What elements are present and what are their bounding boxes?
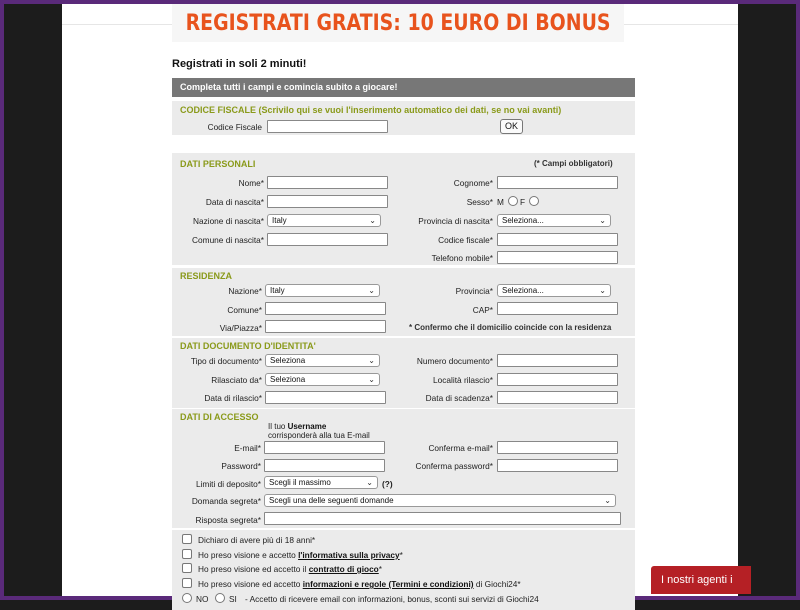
privacy-checkbox[interactable]	[182, 549, 192, 559]
termini-checkbox[interactable]	[182, 578, 192, 588]
nome-label: Nome*	[238, 178, 264, 188]
data-nascita-label: Data di nascita*	[205, 197, 264, 207]
contratto-text	[198, 564, 382, 574]
nazione-nascita-select[interactable]	[267, 214, 381, 227]
comune-nascita-label: Comune di nascita*	[192, 235, 264, 245]
newsletter-no-radio[interactable]	[182, 593, 192, 603]
provincia-nascita-value: Seleziona...	[502, 216, 544, 225]
limiti-deposito-label: Limiti di deposito*	[195, 479, 261, 489]
chevron-down-icon: ⌄	[368, 356, 375, 365]
via-label: Via/Piazza*	[219, 323, 262, 333]
rilasciato-select[interactable]	[265, 373, 380, 386]
cap-label: CAP*	[472, 305, 493, 315]
nome-input[interactable]	[267, 176, 388, 189]
rilasciato-label: Rilasciato da*	[211, 375, 262, 385]
password-label: Password*	[221, 461, 261, 471]
termini-text	[198, 579, 521, 589]
nazione-select[interactable]	[265, 284, 380, 297]
accesso-title: DATI DI ACCESSO	[180, 412, 259, 422]
termini-text-suffix: di Giochi24*	[473, 579, 521, 589]
privacy-text	[198, 550, 403, 560]
limiti-help-link[interactable]: (?)	[382, 479, 393, 489]
newsletter-si-radio[interactable]	[215, 593, 225, 603]
codice-fiscale-label: Codice Fiscale	[207, 122, 262, 132]
newsletter-text: - Accetto di ricevere email con informazioni, bonus, sconti sui servizi di Giochi24	[245, 594, 539, 604]
cognome-label: Cognome*	[453, 178, 493, 188]
conferma-email-label: Conferma e-mail*	[428, 443, 493, 453]
codice-fiscale-personale-label: Codice fiscale*	[438, 235, 493, 245]
comune-label: Comune*	[227, 305, 262, 315]
codice-fiscale-personale-input[interactable]	[497, 233, 618, 246]
codice-fiscale-section-title: CODICE FISCALE (Scrivilo qui se vuoi l'inserimento automatico dei dati, se no vai avanti)	[180, 105, 562, 115]
consensi-section	[172, 530, 635, 610]
termini-link[interactable]: informazioni e regole (Termini e condizioni)	[302, 579, 474, 589]
conferma-password-input[interactable]	[497, 459, 618, 472]
comune-nascita-input[interactable]	[267, 233, 388, 246]
provincia-value: Seleziona...	[502, 286, 544, 295]
documento-title: DATI DOCUMENTO D'IDENTITA'	[180, 341, 316, 351]
conferma-email-input[interactable]	[497, 441, 618, 454]
nazione-label: Nazione*	[228, 286, 262, 296]
password-input[interactable]	[264, 459, 385, 472]
privacy-text-suffix: *	[399, 550, 403, 560]
dati-personali-title: DATI PERSONALI	[180, 159, 256, 169]
dati-personali-section	[172, 153, 635, 265]
sesso-m-label: M	[497, 197, 504, 207]
form-header: Completa tutti i campi e comincia subito a giocare!	[172, 78, 635, 97]
sesso-f-label: F	[520, 197, 526, 207]
termini-text-prefix: Ho preso visione ed accetto	[198, 579, 303, 589]
provincia-nascita-label: Provincia di nascita*	[418, 216, 493, 226]
contratto-checkbox[interactable]	[182, 563, 192, 573]
page-subtitle: Registrati in soli 2 minuti!	[172, 58, 307, 70]
cognome-input[interactable]	[497, 176, 618, 189]
chevron-down-icon: ⌄	[368, 375, 375, 384]
provincia-nascita-select[interactable]	[497, 214, 611, 227]
risposta-segreta-label: Risposta segreta*	[195, 515, 261, 525]
username-note-prefix: Il tuo	[268, 422, 288, 431]
provincia-select[interactable]	[497, 284, 611, 297]
data-rilascio-input[interactable]	[265, 391, 386, 404]
username-note-bold: Username	[287, 422, 327, 431]
chevron-down-icon: ⌄	[369, 216, 376, 225]
codice-fiscale-section	[172, 101, 635, 135]
bonus-banner	[172, 4, 624, 42]
localita-rilascio-label: Località rilascio*	[433, 375, 493, 385]
chevron-down-icon: ⌄	[599, 286, 606, 295]
banner-text: REGISTRATI GRATIS: 10 EURO DI BONUS	[185, 10, 611, 36]
chevron-down-icon: ⌄	[366, 478, 373, 487]
domanda-segreta-label: Domanda segreta*	[191, 496, 261, 506]
telefono-label: Telefono mobile*	[431, 253, 493, 263]
conferma-password-label: Conferma password*	[415, 461, 493, 471]
window-frame-right	[796, 0, 800, 600]
residenza-section	[172, 268, 635, 336]
tipo-documento-label: Tipo di documento*	[190, 356, 262, 366]
contratto-text-suffix: *	[378, 564, 382, 574]
data-rilascio-label: Data di rilascio*	[204, 393, 262, 403]
sesso-m-radio[interactable]	[508, 196, 518, 206]
numero-documento-input[interactable]	[497, 354, 618, 367]
nazione-nascita-label: Nazione di nascita*	[192, 216, 264, 226]
tipo-documento-value: Seleziona	[270, 356, 306, 365]
required-fields-note: (* Campi obbligatori)	[534, 159, 613, 168]
chevron-down-icon: ⌄	[368, 286, 375, 295]
limiti-deposito-value: Scegli il massimo	[269, 478, 331, 487]
newsletter-no-label: NO	[196, 594, 209, 604]
sesso-label: Sesso*	[466, 197, 493, 207]
domanda-segreta-value: Scegli una delle seguenti domande	[269, 496, 394, 505]
domicilio-note: * Confermo che il domicilio coincide con la residenza	[409, 323, 612, 332]
numero-documento-label: Numero documento*	[416, 356, 493, 366]
contratto-link[interactable]: contratto di gioco	[308, 564, 379, 574]
agents-chat-button[interactable]: I nostri agenti i	[651, 566, 751, 594]
rilasciato-value: Seleziona	[270, 375, 306, 384]
provincia-label: Provincia*	[455, 286, 493, 296]
registration-page	[62, 4, 738, 604]
localita-rilascio-input[interactable]	[497, 373, 618, 386]
username-note	[268, 422, 326, 431]
email-input[interactable]	[264, 441, 385, 454]
email-label: E-mail*	[234, 443, 261, 453]
data-scadenza-input[interactable]	[497, 391, 618, 404]
privacy-link[interactable]: l'informativa sulla privacy	[298, 550, 400, 560]
username-note-line2: corrisponderà alla tua E-mail	[268, 431, 370, 440]
privacy-text-prefix: Ho preso visione e accetto	[198, 550, 299, 560]
risposta-segreta-input[interactable]	[264, 512, 621, 525]
data-scadenza-label: Data di scadenza*	[425, 393, 493, 403]
nazione-nascita-value: Italy	[272, 216, 287, 225]
residenza-title: RESIDENZA	[180, 271, 233, 281]
eta-text: Dichiaro di avere più di 18 anni*	[198, 535, 316, 545]
window-frame-left	[0, 0, 4, 600]
accesso-section	[172, 409, 635, 528]
chevron-down-icon: ⌄	[604, 496, 611, 505]
telefono-input[interactable]	[497, 251, 618, 264]
newsletter-si-label: SI	[229, 594, 237, 604]
cap-input[interactable]	[497, 302, 618, 315]
limiti-deposito-select[interactable]	[264, 476, 378, 489]
tipo-documento-select[interactable]	[265, 354, 380, 367]
domanda-segreta-select[interactable]	[264, 494, 616, 507]
via-input[interactable]	[265, 320, 386, 333]
data-nascita-input[interactable]	[267, 195, 388, 208]
codice-fiscale-input[interactable]	[267, 120, 388, 133]
nazione-value: Italy	[270, 286, 285, 295]
contratto-text-prefix: Ho preso visione ed accetto il	[198, 564, 309, 574]
chevron-down-icon: ⌄	[599, 216, 606, 225]
documento-section	[172, 338, 635, 408]
comune-input[interactable]	[265, 302, 386, 315]
sesso-f-radio[interactable]	[529, 196, 539, 206]
eta-checkbox[interactable]	[182, 534, 192, 544]
codice-fiscale-ok-button[interactable]: OK	[500, 119, 523, 134]
